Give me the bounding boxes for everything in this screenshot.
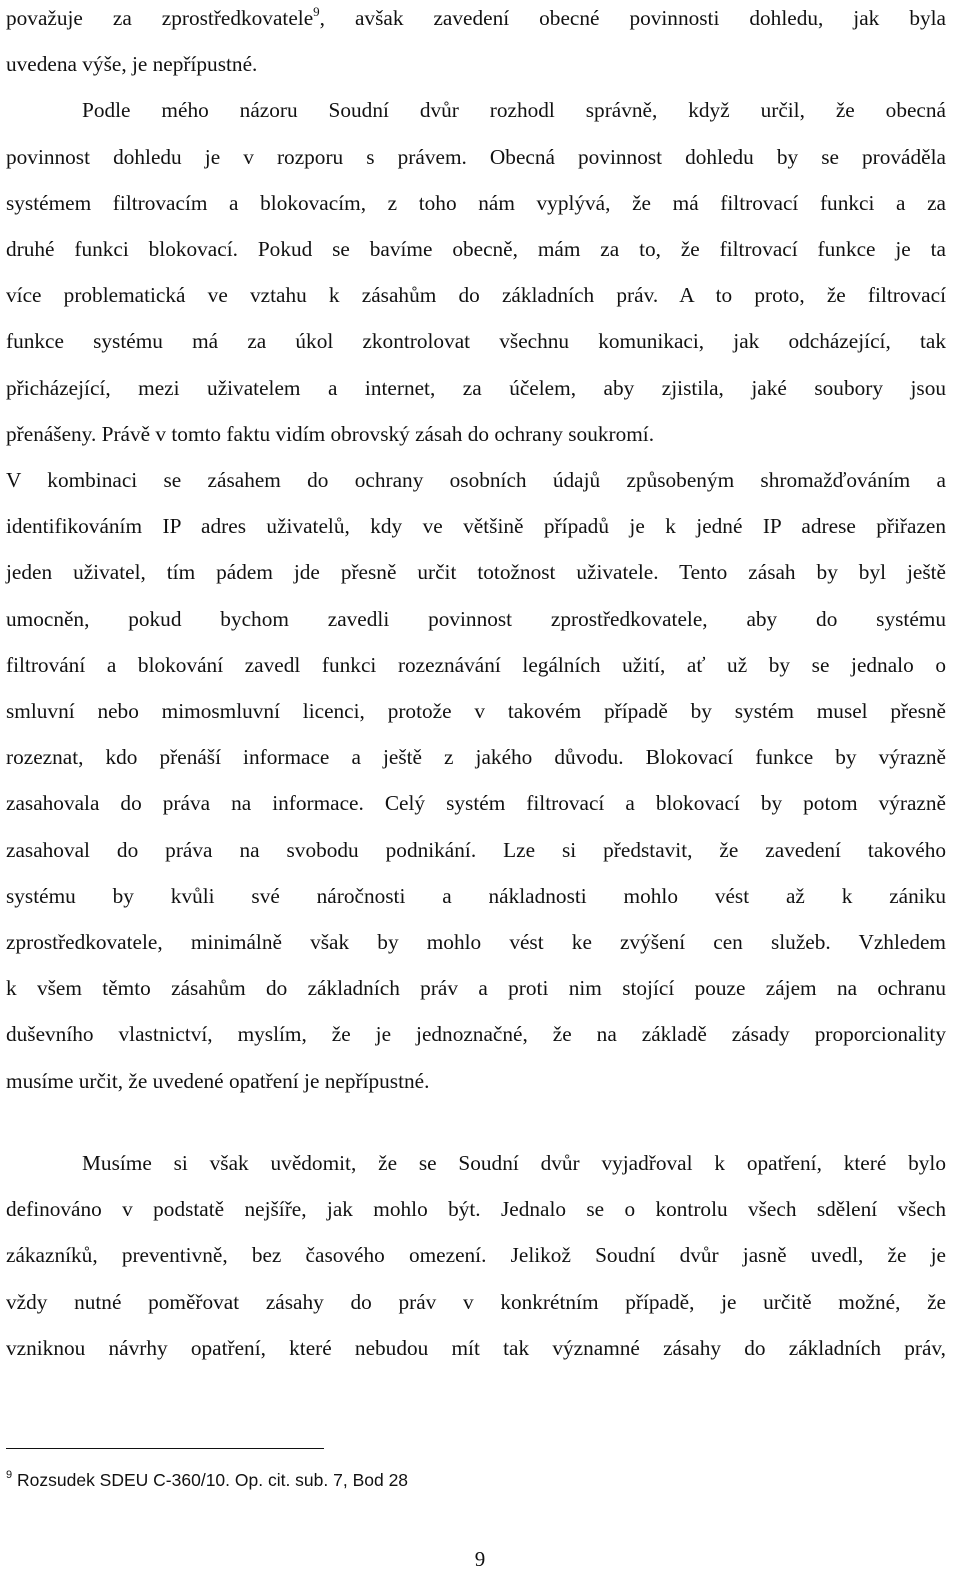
text-run: , avšak zavedení obecné povinnosti dohledu, jak byla [319,6,946,30]
text-line: zasahoval do práva na svobodu podnikání. Lze si představit, že zavedení takového [6,837,946,862]
footnote-divider [6,1448,324,1449]
text-line [6,0,946,41]
text-line: přenášeny. Právě v tomto faktu vidím obrovský zásah do ochrany soukromí. [6,421,655,446]
text-line: systémem filtrovacím a blokovacím, z toho nám vyplývá, že má filtrovací funkci a za [6,190,946,215]
text-line: duševního vlastnictví, myslím, že je jednoznačné, že na základě zásady proporcionality [6,1022,946,1047]
text-line: zasahovala do práva na informace. Celý systém filtrovací a blokovací by potom výrazně [6,791,946,816]
text-line: přicházející, mezi uživatelem a internet, za účelem, aby zjistila, jaké soubory jsou [6,375,946,400]
text-run: Musíme si však uvědomit, že se Soudní dvůr vyjadřoval k opatření, které bylo [82,1151,946,1175]
footnote-text: Rozsudek SDEU C-360/10. Op. cit. sub. 7, Bod 28 [17,1470,409,1490]
text-line: více problematická ve vztahu k zásahům do základních práv. A to proto, že filtrovací [6,283,946,308]
text-line: funkce systému má za úkol zkontrolovat všechnu komunikaci, jak odcházející, tak [6,329,946,354]
text-line: musíme určit, že uvedené opatření je nepřípustné. [6,1068,430,1093]
text-line: systému by kvůli své náročnosti a nákladnosti mohlo vést až k zániku [6,883,946,908]
footnote-number: 9 [6,1469,13,1481]
text-line: umocněn, pokud bychom zavedli povinnost zprostředkovatele, aby do systému [6,606,946,631]
text-line: V kombinaci se zásahem do ochrany osobních údajů způsobeným shromažďováním a [6,468,946,493]
body-text [6,0,946,1104]
text-line [6,87,946,133]
text-run: Podle mého názoru Soudní dvůr rozhodl správně, když určil, že obecná [82,98,946,123]
text-line [6,1140,946,1186]
page-number: 9 [474,1547,486,1571]
text-line: rozeznat, kdo přenáší informace a ještě z jakého důvodu. Blokovací funkce by výrazně [6,745,946,770]
body-text [6,1140,946,1371]
text-line: filtrování a blokování zavedl funkci rozeznávání legálních užití, ať už by se jednalo o [6,652,946,677]
text-line: zprostředkovatele, minimálně však by mohlo vést ke zvýšení cen služeb. Vzhledem [6,930,946,955]
text-line: zákazníků, preventivně, bez časového omezení. Jelikož Soudní dvůr jasně uvedl, že je [6,1243,946,1268]
text-line: smluvní nebo mimosmluvní licenci, protože v takovém případě by systém musel přesně [6,699,946,724]
text-line: definováno v podstatě nejšíře, jak mohlo být. Jednalo se o kontrolu všech sdělení všech [6,1197,946,1222]
text-run: považuje za zprostředkovatele [6,6,314,30]
footnote [6,1466,408,1494]
text-line: k všem těmto zásahům do základních práv a proti nim stojící pouze zájem na ochranu [6,976,946,1001]
text-line: vždy nutné poměřovat zásahy do práv v konkrétním případě, je určitě možné, že [6,1289,946,1314]
text-line: povinnost dohledu je v rozporu s právem. Obecná povinnost dohledu by se prováděla [6,144,946,169]
text-line: identifikováním IP adres uživatelů, kdy ve většině případů je k jedné IP adrese přiřazen [6,514,946,539]
text-line: jeden uživatel, tím pádem jde přesně určit totožnost uživatele. Tento zásah by byl ještě [6,560,946,585]
footnote-reference[interactable]: 9 [313,4,320,19]
text-line: vzniknou návrhy opatření, které nebudou mít tak významné zásahy do základních práv, [6,1335,946,1360]
text-line: druhé funkci blokovací. Pokud se bavíme obecně, mám za to, že filtrovací funkce je ta [6,237,946,262]
text-line: uvedena výše, je nepřípustné. [6,52,258,77]
